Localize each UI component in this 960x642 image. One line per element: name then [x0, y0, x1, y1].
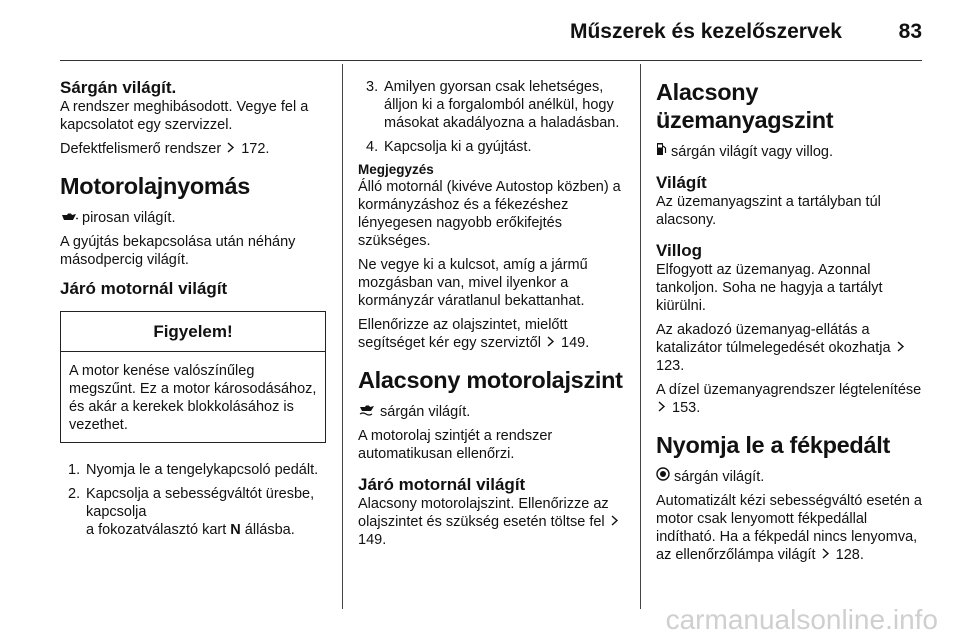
- paragraph-with-reference: Alacsony motorolajszint. Ellenőrizze az olajszintet és szükség esetén töltse fel 149.: [358, 495, 624, 549]
- paragraph: A rendszer meghibásodott. Vegye fel a kapcsolatot egy szervizzel.: [60, 99, 309, 133]
- subheading-yellow: Sárgán világít.: [60, 78, 177, 97]
- column-divider: [640, 64, 641, 609]
- fuel-pump-icon: [656, 142, 667, 160]
- paragraph-with-icon: sárgán világít.: [656, 467, 922, 486]
- page-reference[interactable]: 123.: [656, 358, 685, 374]
- note-paragraph: Ne vegye ki a kulcsot, amíg a jármű mozgásban van, mivel ilyenkor a kormányzár váratlanul bekattanhat.: [358, 257, 588, 309]
- list-item: 3. Amilyen gyorsan csak lehetséges, álljon ki a forgalomból anélkül, hogy másokat akadályozna a haladásban.: [366, 79, 620, 131]
- oil-can-icon: [60, 208, 78, 226]
- paragraph-with-icon: pirosan világít.: [60, 208, 326, 227]
- page-reference[interactable]: 128.: [835, 547, 864, 563]
- note-paragraph: Álló motornál (kivéve Autostop közben) a kormányzáshoz és a fékezéshez lényegesen nagyobb erőkifejtés szükséges.: [358, 179, 621, 249]
- section-heading-brake: Nyomja le a fékpedált: [656, 432, 891, 458]
- paragraph-with-reference: A dízel üzemanyagrendszer légtelenítése 153.: [656, 382, 922, 416]
- watermark: carmanualsonline.info: [665, 604, 938, 635]
- paragraph-with-reference: Automatizált kézi sebességváltó esetén a motor csak lenyomott fékpedállal indítható. Ha a fékpedál nincs lenyomva, az ellenőrzőlámpa világít 128.: [656, 493, 922, 563]
- page-reference-arrow-icon: [895, 339, 907, 357]
- page-reference[interactable]: 149.: [358, 532, 387, 548]
- page-reference-arrow-icon: [609, 513, 621, 531]
- warning-body: A motor kenése valószínűleg megszűnt. Ez a motor károsodásához, és akár a kerekek blokkolásához is vezethet.: [69, 363, 317, 433]
- page-reference-arrow-icon: [656, 399, 668, 417]
- page-header: [0, 0, 960, 62]
- subheading-running: Járó motornál világít: [358, 475, 526, 494]
- page-reference-arrow-icon: [820, 546, 832, 564]
- warning-box: [60, 311, 326, 443]
- page-reference-arrow-icon: [545, 334, 557, 352]
- paragraph: Elfogyott az üzemanyag. Azonnal tankoljon. Soha ne hagyja a tartályt kiürülni.: [656, 262, 883, 314]
- paragraph-with-reference: Ellenőrizze az olajszintet, mielőtt segítséget kér egy szerviztől 149.: [358, 317, 590, 351]
- page-number: 83: [898, 20, 922, 43]
- page-title: Műszerek és kezelőszervek: [569, 20, 842, 43]
- header-rule: [60, 60, 922, 61]
- page-reference[interactable]: 153.: [672, 400, 701, 416]
- paragraph: Az üzemanyagszint a tartályban túl alacsony.: [656, 194, 881, 228]
- oil-level-icon: [358, 402, 376, 420]
- column-3: [656, 78, 922, 570]
- section-heading-low-oil: Alacsony motorolajszint: [358, 367, 623, 393]
- section-heading-low-fuel: Alacsony üzemanyagszint: [656, 79, 834, 133]
- paragraph-with-icon: sárgán világít vagy villog.: [656, 142, 922, 161]
- list-item: 2. Kapcsolja a sebességváltót üresbe, kapcsolja a fokozatválasztó kart N állásba.: [68, 486, 315, 538]
- page-reference[interactable]: 149.: [561, 335, 590, 351]
- subheading-blinks: Villog: [656, 241, 702, 260]
- brake-pedal-icon: [656, 467, 670, 485]
- note-title: Megjegyzés: [358, 162, 434, 177]
- steps-list: [60, 461, 326, 539]
- paragraph-with-reference: Defektfelismerő rendszer 172.: [60, 141, 270, 157]
- subheading-running: Járó motornál világít: [60, 279, 228, 298]
- list-item: 4. Kapcsolja ki a gyújtást.: [366, 139, 532, 155]
- paragraph-with-reference: Az akadozó üzemanyag-ellátás a katalizátor túlmelegedését okozhatja 123.: [656, 321, 922, 375]
- column-1: [60, 78, 326, 545]
- paragraph-with-icon: sárgán világít.: [358, 402, 624, 421]
- page-reference[interactable]: 172.: [241, 141, 270, 157]
- warning-title: Figyelem!: [61, 312, 325, 352]
- paragraph: A motorolaj szintjét a rendszer automatikusan ellenőrzi.: [358, 428, 553, 462]
- list-item: 1. Nyomja le a tengelykapcsoló pedált.: [68, 462, 319, 478]
- subheading-lights: Világít: [656, 173, 707, 192]
- column-divider: [342, 64, 343, 609]
- page-reference-arrow-icon: [225, 140, 237, 158]
- paragraph: A gyújtás bekapcsolása után néhány másodpercig világít.: [60, 234, 296, 268]
- column-2: [358, 78, 624, 555]
- section-heading-oil-pressure: Motorolajnyomás: [60, 173, 251, 199]
- steps-list: [358, 78, 624, 156]
